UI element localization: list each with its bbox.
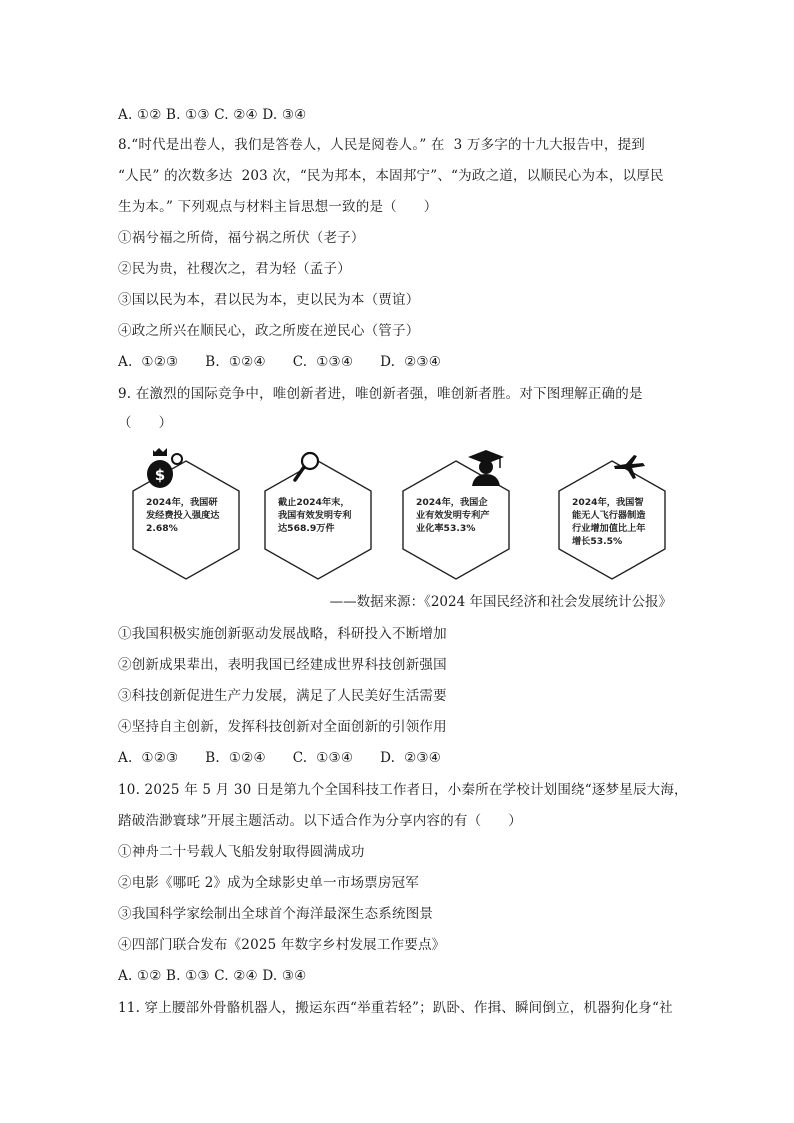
q8-options: A. ①②③ B. ①②④ C. ①③④ D. ②③④ (118, 354, 442, 370)
q10-item-2: ②电影《哪吒 2》成为全球影史单一市场票房冠军 (118, 875, 419, 891)
aircraft-icon (612, 452, 646, 482)
q8-stem-line-3: 生为本。” 下列观点与材料主旨思想一致的是（ ） (118, 199, 438, 215)
q9-stem-line-1: 9. 在激烈的国际竞争中，唯创新者进，唯创新者强，唯创新者胜。对下图理解正确的是 (118, 386, 643, 402)
q7-options: A. ①② B. ①③ C. ②④ D. ③④ (118, 107, 307, 123)
q8-item-2: ②民为贵，社稷次之，君为轻（孟子） (118, 261, 351, 277)
q10-stem-line-1: 10. 2025 年 5 月 30 日是第九个全国科技工作者日，小秦所在学校计划围绕“逐梦星辰大海， (118, 782, 688, 798)
hexagon-text: 2024年，我国企业有效发明专利产业化率53.3% (416, 497, 490, 534)
q9-item-2: ②创新成果辈出，表明我国已经建成世界科技创新强国 (118, 657, 447, 673)
hexagon-text: 2024年，我国智能无人飞行器制造行业增加值比上年增长53.5% (572, 497, 646, 547)
q9-item-4: ④坚持自主创新，发挥科技创新对全面创新的引领作用 (118, 719, 447, 735)
q8-item-1: ①祸兮福之所倚，福兮祸之所伏（老子） (118, 230, 365, 246)
q11-stem-line-1: 11. 穿上腰部外骨骼机器人，搬运东西“举重若轻”；趴卧、作揖、瞬间倒立，机器狗化身“社 (118, 1000, 673, 1016)
q10-item-3: ③我国科学家绘制出全球首个海洋最深生态系统图景 (118, 906, 434, 922)
magnifier-icon (292, 450, 322, 484)
hexagon-text: 截止2024年末，我国有效发明专利达568.9万件 (278, 497, 352, 534)
q9-item-3: ③科技创新促进生产力发展，满足了人民美好生活需要 (118, 688, 447, 704)
graduate-icon (466, 448, 506, 486)
q9-item-1: ①我国积极实施创新驱动发展战略，科研投入不断增加 (118, 626, 447, 642)
q10-options: A. ①② B. ①③ C. ②④ D. ③④ (118, 968, 307, 984)
q8-item-3: ③国以民为本，君以民为本，吏以民为本（贾谊） (118, 292, 420, 308)
svg-text:$: $ (154, 466, 166, 484)
q9-options: A. ①②③ B. ①②④ C. ①③④ D. ②③④ (118, 750, 442, 766)
q8-stem-line-1: 8.“时代是出卷人，我们是答卷人，人民是阅卷人。” 在 3 万多字的十九大报告中，提到 (118, 137, 645, 153)
q8-stem-line-2: “人民” 的次数多达 203 次，“民为邦本，本固邦宁”、“为政之道，以顺民心为本，以厚民 (118, 168, 664, 184)
q10-stem-line-2: 踏破浩渺寰球”开展主题活动。以下适合作为分享内容的有（ ） (118, 813, 522, 829)
hexagon-text: 2024年，我国研发经费投入强度达2.68% (146, 497, 220, 534)
q9-stem-line-2: （ ） (118, 415, 173, 431)
q10-item-1: ①神舟二十号载人飞船发射取得圆满成功 (118, 844, 365, 860)
q8-item-4: ④政之所兴在顺民心，政之所废在逆民心（管子） (118, 323, 420, 339)
data-source-caption: ——数据来源：《2024 年国民经济和社会发展统计公报》 (329, 594, 672, 610)
q10-item-4: ④四部门联合发布《2025 年数字乡村发展工作要点》 (118, 937, 446, 953)
coin-icon (170, 452, 184, 466)
